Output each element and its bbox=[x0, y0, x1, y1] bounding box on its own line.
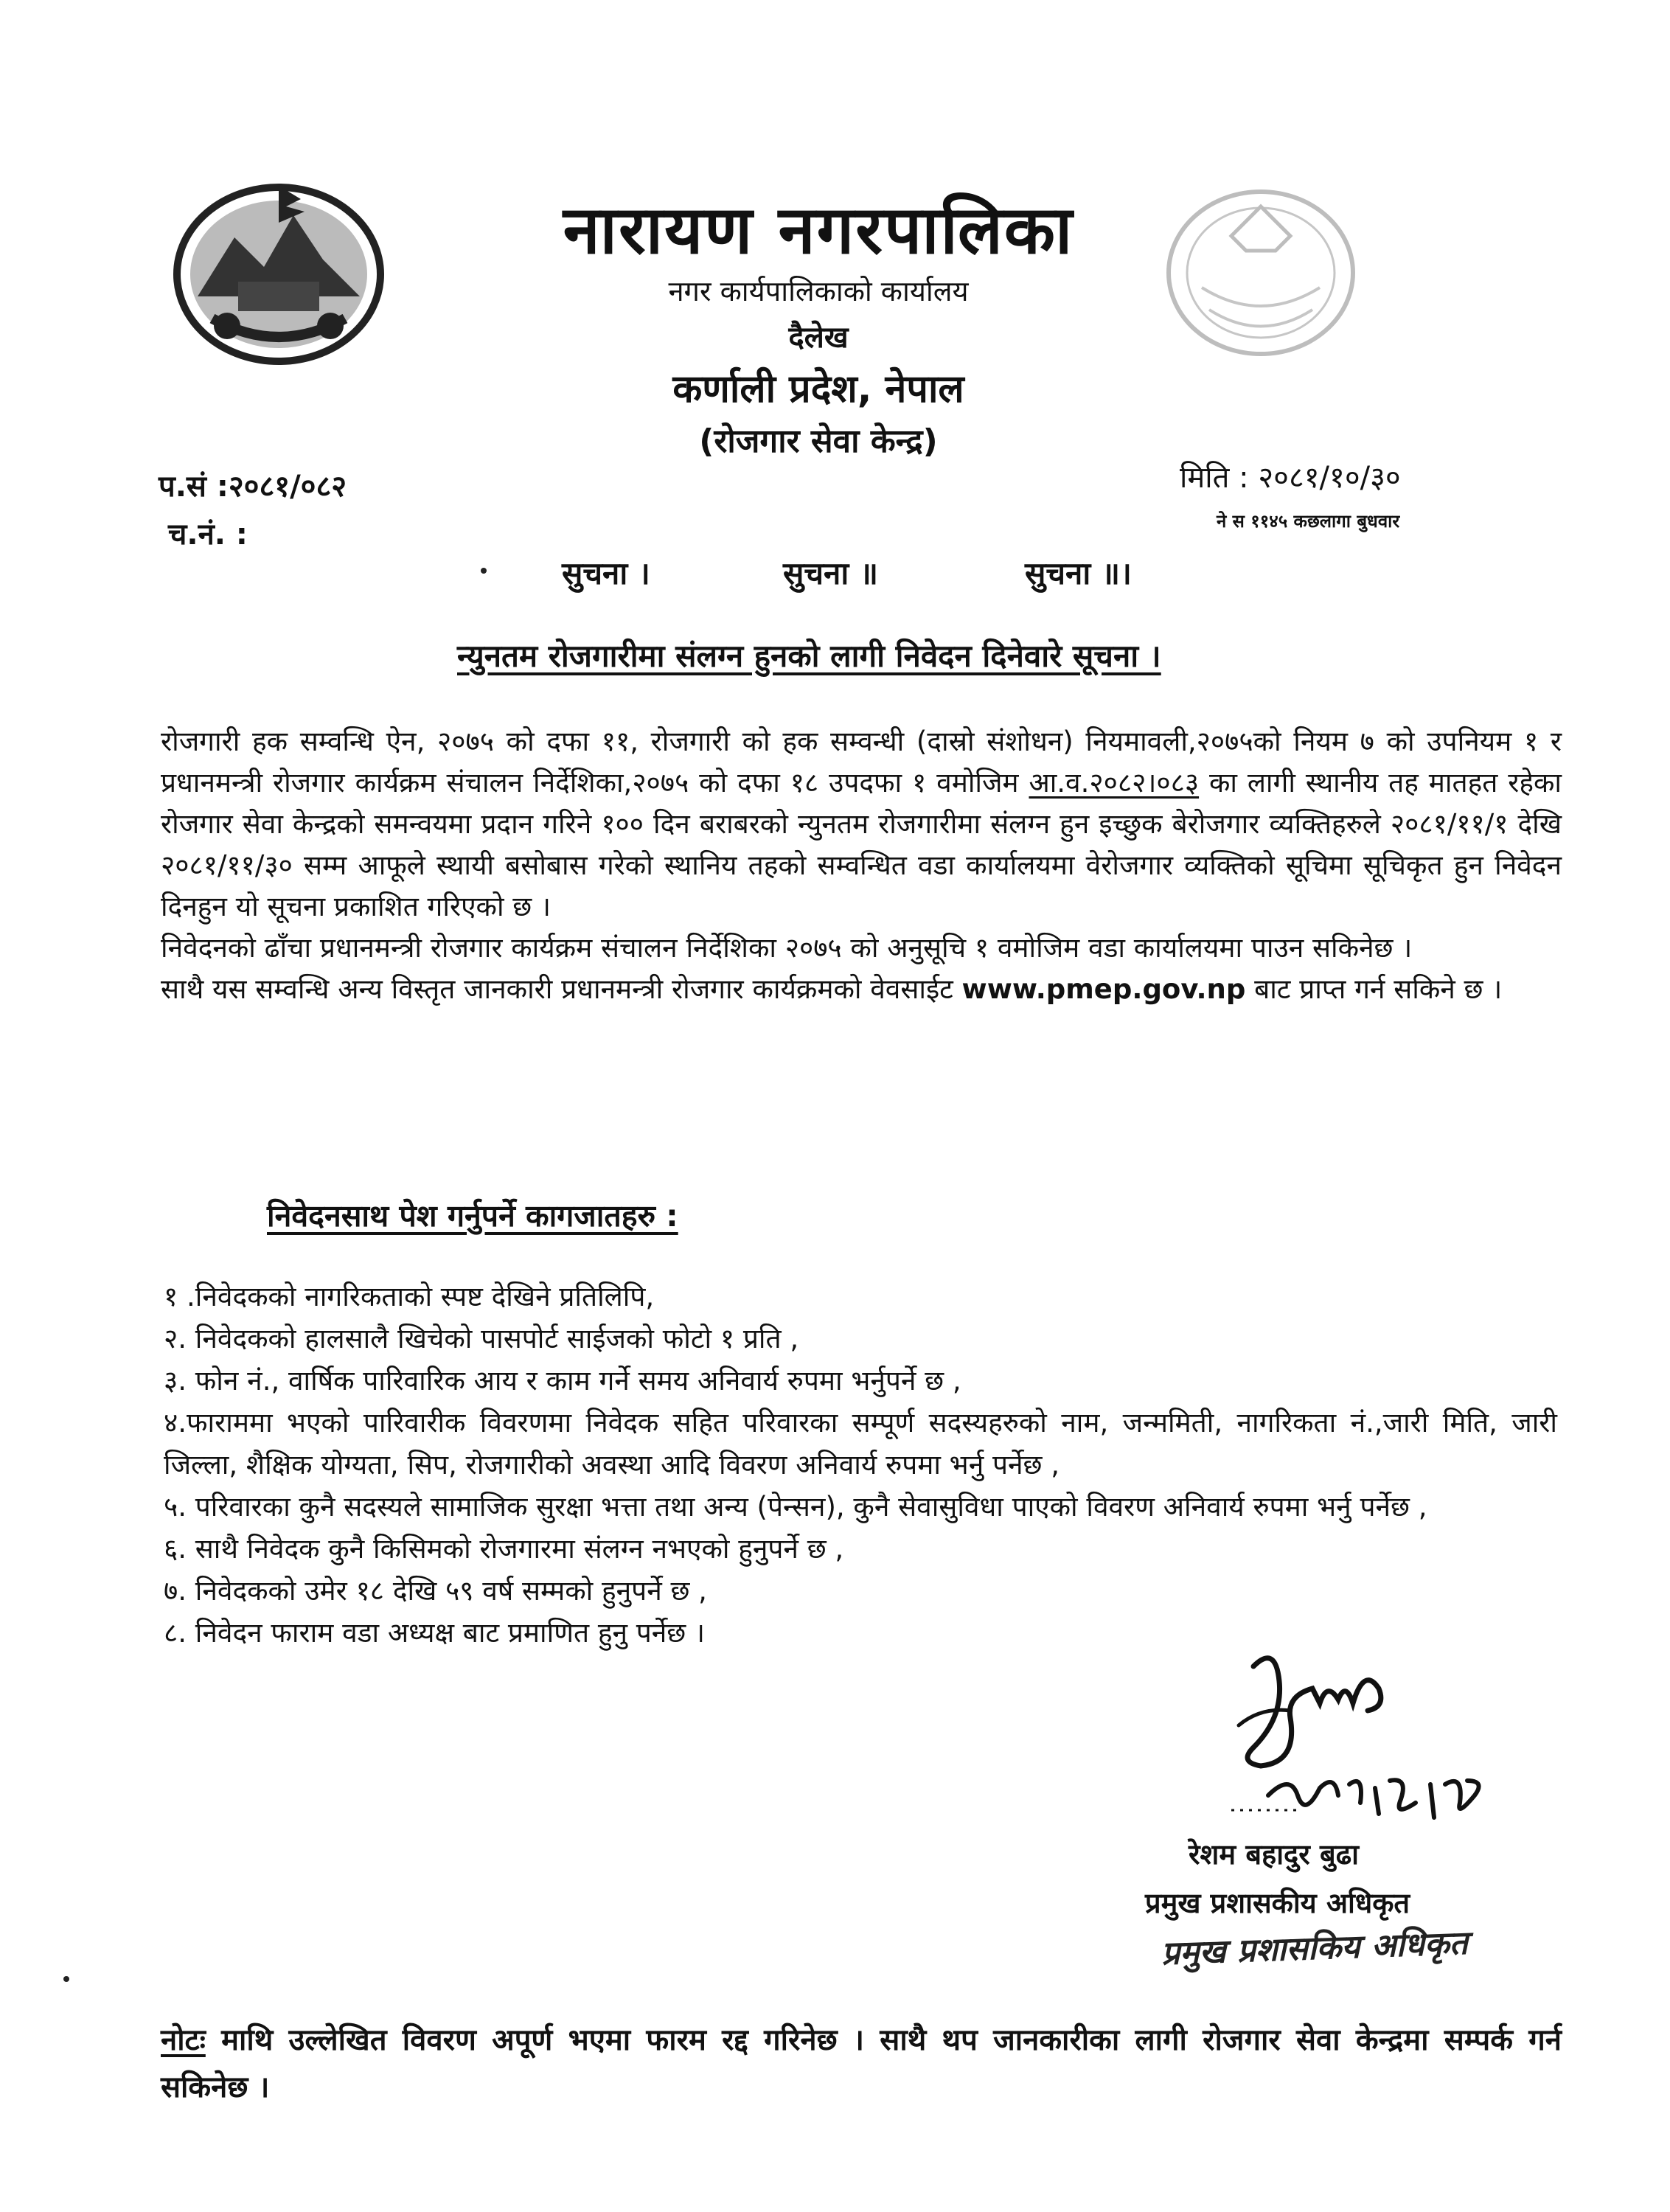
list-item: ८. निवेदन फाराम वडा अध्यक्ष बाट प्रमाणित हुनु पर्नेछ । bbox=[164, 1617, 706, 1649]
body-paragraph-1 bbox=[161, 721, 1562, 928]
issue-date: मिति : २०८१/१०/३० bbox=[1180, 461, 1401, 495]
note-text: माथि उल्लेखित विवरण अपूर्ण भएमा फारम रद्द गरिनेछ । साथै थप जानकारीका लागी रोजगार सेवा केन्द्रमा सम्पर्क गर्न सकिनेछ । bbox=[161, 2023, 1562, 2104]
center-name: (रोजगार सेवा केन्द्र) bbox=[699, 422, 938, 460]
documents-list bbox=[164, 1276, 1557, 1654]
fiscal-year: आ.व.२०८२।०८३ bbox=[1029, 767, 1200, 799]
list-item: ६. साथै निवेदक कुनै किसिमको रोजगारमा संलग्न नभएको हुनुपर्ने छ , bbox=[164, 1533, 844, 1565]
office-name: नगर कार्यपालिकाको कार्यालय bbox=[668, 275, 969, 307]
province-name: कर्णाली प्रदेश, नेपाल bbox=[672, 367, 964, 411]
body-paragraph-2: निवेदनको ढाँचा प्रधानमन्त्री रोजगार कार्यक्रम संचालन निर्देशिका २०७५ को अनुसूचि १ वमोजिम वडा कार्यालयमा पाउन सकिनेछ । bbox=[161, 932, 1413, 964]
body-paragraph-3 bbox=[161, 969, 1562, 1010]
list-item: ५. परिवारका कुनै सदस्यले सामाजिक सुरक्षा भत्ता तथा अन्य (पेन्सन), कुनै सेवासुविधा पाएको विवरण अनिवार्य रुपमा भर्नु पर्नेछ , bbox=[164, 1491, 1427, 1523]
nepal-era-date: ने स ११४५ कछलागा बुधवार bbox=[1217, 511, 1400, 532]
reference-number: प.सं :२०८१/०८२ bbox=[159, 470, 347, 504]
stray-mark bbox=[63, 1976, 69, 1982]
handwritten-signature bbox=[1209, 1637, 1504, 1836]
stray-mark bbox=[481, 568, 487, 574]
footer-note bbox=[161, 2017, 1562, 2111]
municipality-title: नारायण नगरपालिका bbox=[563, 192, 1074, 269]
signer-name: रेशम बहादुर बुढा bbox=[1189, 1838, 1359, 1871]
notice-label-3: सुचना ॥। bbox=[1025, 555, 1132, 591]
list-item: ३. फोन नं., वार्षिक पारिवारिक आय र काम गर्ने समय अनिवार्य रुपमा भर्नुपर्ने छ , bbox=[164, 1365, 961, 1397]
district-name: दैलेख bbox=[788, 321, 849, 355]
signer-designation: प्रमुख प्रशासकीय अधिकृत bbox=[1145, 1887, 1410, 1919]
notice-label-1: सुचना । bbox=[562, 555, 650, 591]
dispatch-number: च.नं. : bbox=[168, 518, 248, 552]
nepal-emblem-icon bbox=[168, 171, 389, 370]
para3-end: बाट प्राप्त गर्न सकिने छ । bbox=[1245, 973, 1503, 1005]
list-item: ७. निवेदकको उमेर १८ देखि ५९ वर्ष सम्मको हुनुपर्ने छ , bbox=[164, 1575, 707, 1607]
designation-stamp: प्रमुख प्रशासकिय अधिकृत bbox=[1161, 1924, 1469, 1973]
list-item: ४.फाराममा भएको पारिवारीक विवरणमा निवेदक सहित परिवारका सम्पूर्ण सदस्यहरुको नाम, जन्ममिती, नागरिकता नं.,जारी मिति, जारी जिल्ला, शैक्षिक योग्यता, सिप, रोजगारीको अवस्था आदि विवरण अनिवार्य रुपमा भर्नु पर्नेछ , bbox=[164, 1407, 1557, 1481]
para1-end: का लागी स्थानीय तह मातहत रहेका रोजगार सेवा केन्द्रको समन्वयमा प्रदान गरिने १०० दिन बराबरको न्युनतम रोजगारीमा संलग्न हुन इच्छुक बेरोजगार व्यक्तिहरुले २०८१/११/१ देखि २०८१/११/३० सम्म आफूले स्थायी बसोबास गरेको स्थानिय तहको सम्वन्धित वडा कार्यालयमा वेरोजगार व्यक्तिको सूचिमा सूचिकृत हुन निवेदन दिनहुन यो सूचना प्रकाशित गरिएको छ । bbox=[161, 767, 1562, 922]
para1-start: रोजगारी हक सम्वन्धि ऐन, २०७५ को दफा ११, रोजगारी को हक सम्वन्धी (दास्रो संशोधन) नियमावली,२०७५को नियम ७ को उपनियम १ र प्रधानमन्त्री रोजगार कार्यक्रम संचालन निर्देशिका,२०७५ को दफा १८ उपदफा १ वमोजिम bbox=[161, 726, 1562, 799]
list-item: २. निवेदकको हालसालै खिचेको पासपोर्ट साईजको फोटो १ प्रति , bbox=[164, 1323, 799, 1354]
documents-heading: निवेदनसाथ पेश गर्नुपर्ने कागजातहरु : bbox=[267, 1198, 678, 1234]
notice-label-2: सुचना ॥ bbox=[783, 555, 879, 591]
notice-body bbox=[161, 721, 1562, 1010]
website-link[interactable]: www.pmep.gov.np bbox=[961, 973, 1246, 1005]
note-label: नोटः bbox=[161, 2023, 206, 2057]
list-item: १ .निवेदकको नागरिकताको स्पष्ट देखिने प्रतिलिपि, bbox=[164, 1281, 655, 1312]
para3-start: साथै यस सम्वन्धि अन्य विस्तृत जानकारी प्रधानमन्त्री रोजगार कार्यक्रमको वेवसाईट bbox=[161, 973, 962, 1005]
notice-subject: न्युनतम रोजगारीमा संलग्न हुनको लागी निवेदन दिनेवारे सूचना । bbox=[457, 638, 1161, 674]
